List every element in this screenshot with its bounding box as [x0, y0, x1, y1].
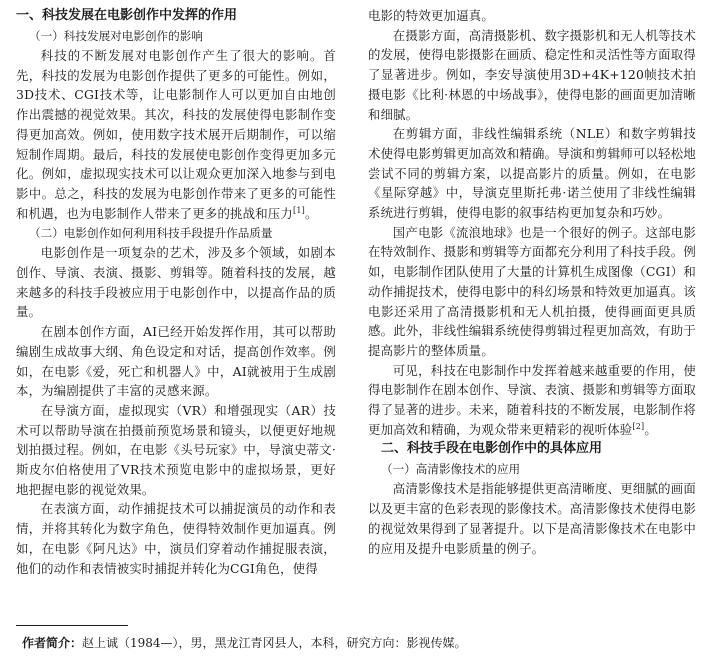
footnote-text: 赵上诚（1984—），男，黑龙江青冈县人，本科，研究方向：影视传媒。 [82, 636, 467, 650]
paragraph: 电影创作是一项复杂的艺术，涉及多个领域，如剧本创作、导演、表演、摄影、剪辑等。随着科技的发展，越来越多的科技手段被应用于电影创作中，以提高作品的质量。 [16, 245, 336, 320]
subsection-heading-2: （二）电影创作如何利用科技手段提升作品质量 [29, 226, 273, 241]
section-heading-1: 一、科技发展在电影创作中发挥的作用 [16, 8, 238, 23]
paragraph: 在摄影方面，高清摄影机、数字摄影机和无人机等技术的发展，使得电影摄影在画质、稳定性和灵活性等方面取得了显著进步。例如，李安导演使用3D+4K+120帧技术拍摄电影《比利·林恩的中场战事》，使得电影的画面更加清晰和细腻。 [368, 27, 696, 122]
subsection-heading-1: （一）科技发展对电影创作的影响 [29, 29, 203, 43]
footnote-divider [16, 625, 128, 626]
author-footnote [22, 633, 467, 653]
subsection-heading-3: （一）高清影像技术的应用 [381, 462, 521, 477]
section-heading-2: 二、科技手段在电影创作中的具体应用 [381, 441, 603, 457]
paragraph: 在剧本创作方面，AI已经开始发挥作用，其可以帮助编剧生成故事大纲、角色设定和对话，提高创作效率。例如，在电影《爱，死亡和机器人》中，AI就被用于生成剧本，为编剧提供了丰富的灵感来源。 [16, 324, 336, 399]
left-column [16, 6, 336, 578]
paragraph: 可见，科技在电影制作中发挥着越来越重要的作用，使得电影制作在剧本创作、导演、表演、摄影和剪辑等方面取得了显著的进步。未来，随着科技的不断发展，电影制作将更加高效和精确，为观众带来更精彩的视听体验[2]。 [368, 362, 696, 437]
paragraph: 在剪辑方面，非线性编辑系统（NLE）和数字剪辑技术使得电影剪辑更加高效和精确。导演和剪辑师可以轻松地尝试不同的剪辑方案，以提高影片的质量。例如，在电影《星际穿越》中，导演克里斯托弗·诺兰使用了非线性编辑系统进行剪辑，使得电影的叙事结构更加复杂和巧妙。 [368, 126, 696, 221]
paragraph-continued: 电影的特效更加逼真。 [368, 8, 494, 23]
paragraph: 国产电影《流浪地球》也是一个很好的例子。这部电影在特效制作、摄影和剪辑等方面都充分利用了科技手段。例如，电影制作团队使用了大量的计算机生成图像（CGI）和动作捕捉技术，使得电影中的科幻场景和特效更加逼真。该电影还采用了高清摄影机和无人机拍摄，使得画面更具质感。此外，非线性编辑系统使得剪辑过程更加高效，有助于提高影片的整体质量。 [368, 224, 696, 358]
right-column [368, 6, 696, 558]
paragraph: 在导演方面，虚拟现实（VR）和增强现实（AR）技术可以帮助导演在拍摄前预览场景和镜头，以便更好地规划拍摄过程。例如，在电影《头号玩家》中，导演史蒂文·斯皮尔伯格使用了VR技术预览电影中的虚拟场景，更好地把握电影的视觉效果。 [16, 402, 336, 497]
footnote-label: 作者简介： [22, 636, 83, 650]
paragraph: 高清影像技术是指能够提供更高清晰度、更细腻的画面以及更丰富的色彩表现的影像技术。高清影像技术使得电影的视觉效果得到了显著提升。以下是高清影像技术在电影中的应用及提升电影质量的例子。 [368, 481, 696, 556]
citation-ref[interactable]: [2] [632, 421, 645, 431]
paragraph: 在表演方面，动作捕捉技术可以捕捉演员的动作和表情，并将其转化为数字角色，使得特效制作更加逼真。例如，在电影《阿凡达》中，演员们穿着动作捕捉服表演，他们的动作和表情被实时捕捉并转化为CGI角色，使得 [16, 501, 336, 576]
citation-ref[interactable]: [1] [293, 205, 305, 215]
paragraph: 科技的不断发展对电影创作产生了很大的影响。首先，科技的发展为电影创作提供了更多的可能性。例如，3D技术、CGI技术等，让电影制作人可以更加自由地创作出震撼的视觉效果。其次，科技的发展使得电影制作变得更加高效。例如，使用数字技术展开后期制作，可以缩短制作周期。最后，科技的发展使电影创作变得更加多元化。例如，虚拟现实技术可以让观众更加深入地参与到电影中。总之，科技的发展为电影创作带来了更多的可能性和机遇，也为电影制作人带来了更多的挑战和压力[1]。 [16, 48, 336, 221]
